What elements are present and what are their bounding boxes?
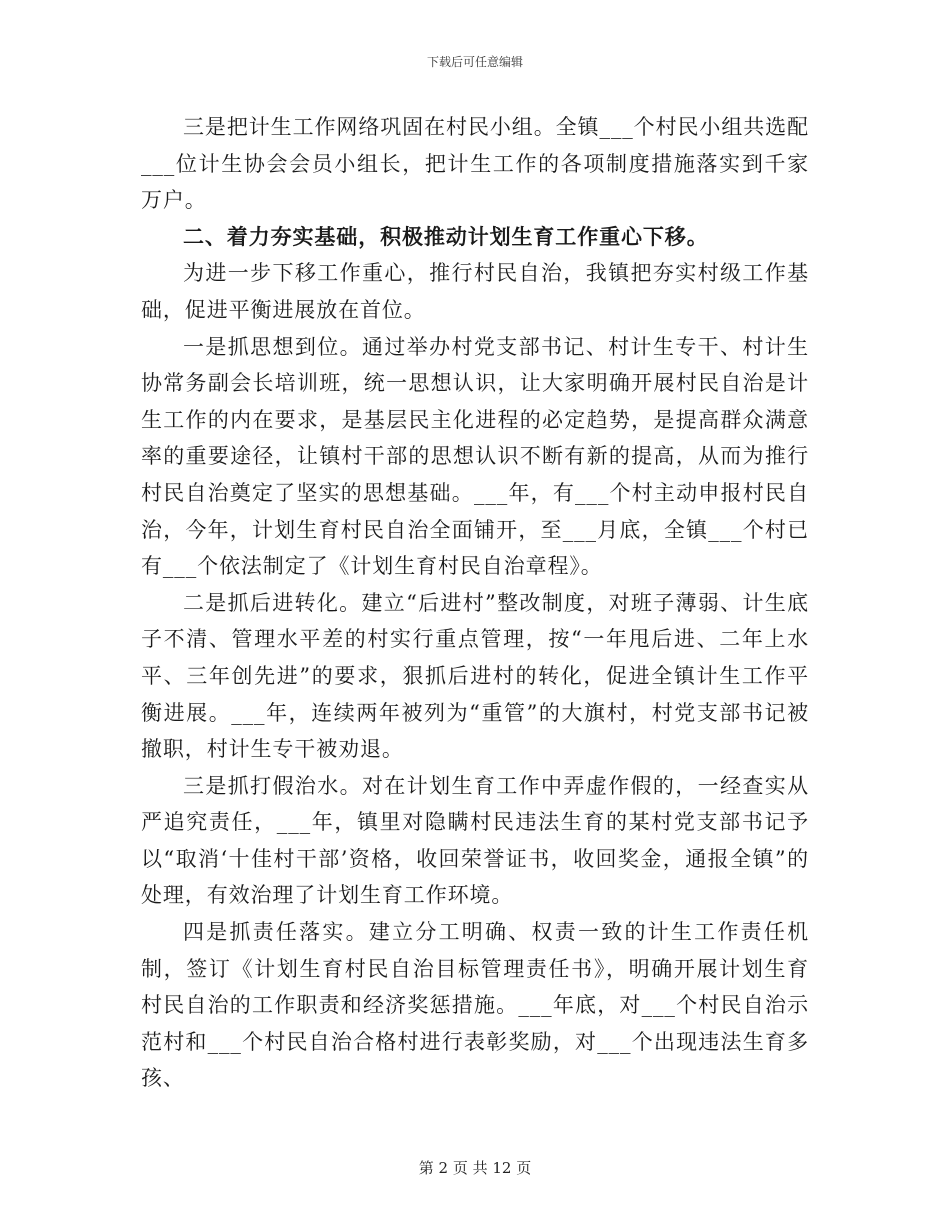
page-number-footer: 第 2 页 共 12 页 bbox=[418, 1159, 532, 1177]
paragraph-thought: 一是抓思想到位。通过举办村党支部书记、村计生专干、村计生协常务副会长培训班，统一思想认识，让大家明确开展村民自治是计生工作的内在要求，是基层民主化进程的必定趋势，是提高群众满意率的重要途径，让镇村干部的思想认识不断有新的提高，从而为推行村民自治奠定了坚实的思想基础。___年，有___个村主动申报村民自治，今年，计划生育村民自治全面铺开，至___月底，全镇___个村已有___个依法制定了《计划生育村民自治章程》。 bbox=[141, 334, 809, 579]
document-body bbox=[141, 109, 809, 1097]
paragraph-responsibility: 四是抓责任落实。建立分工明确、权责一致的计生工作责任机制，签订《计划生育村民自治目标管理责任书》，明确开展计划生育村民自治的工作职责和经济奖惩措施。___年底，对___个村民自治示范村和___个村民自治合格村进行表彰奖励，对___个出现违法生育多孩、 bbox=[141, 920, 809, 1091]
page-header: 下载后可任意编辑 bbox=[426, 55, 523, 69]
paragraph-backward-villages: 二是抓后进转化。建立“后进村”整改制度，对班子薄弱、计生底子不清、管理水平差的村实行重点管理，按“一年甩后进、二年上水平、三年创先进”的要求，狠抓后进村的转化，促进全镇计生工作平衡进展。___年，连续两年被列为“重管”的大旗村，村党支部书记被撤职，村计生专干被劝退。 bbox=[141, 590, 809, 762]
paragraph-intro: 为进一步下移工作重心，推行村民自治，我镇把夯实村级工作基础，促进平衡进展放在首位。 bbox=[141, 261, 809, 322]
paragraph-network: 三是把计生工作网络巩固在村民小组。全镇___个村民小组共选配___位计生协会会员小组长，把计生工作的各项制度措施落实到千家万户。 bbox=[141, 115, 809, 213]
paragraph-anti-fraud: 三是抓打假治水。对在计划生育工作中弄虚作假的，一经查实从严追究责任，___年，镇里对隐瞒村民违法生育的某村党支部书记予以“取消‘十佳村干部’资格，收回荣誉证书，收回奖金，通报全镇”的处理，有效治理了计划生育工作环境。 bbox=[141, 773, 809, 908]
section-heading-2: 二、着力夯实基础，积极推动计划生育工作重心下移。 bbox=[183, 223, 709, 249]
